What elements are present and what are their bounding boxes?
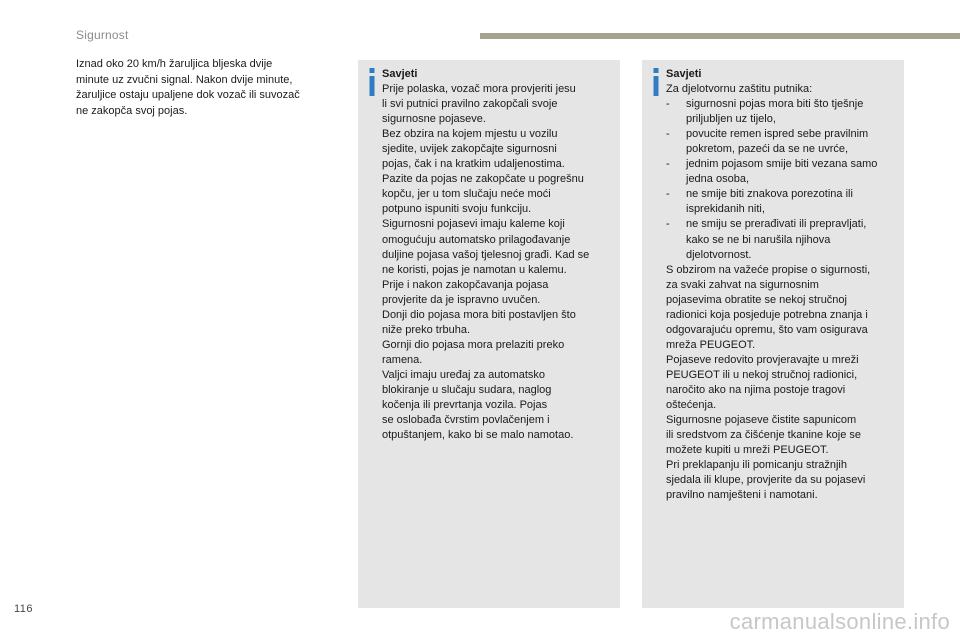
tips-line: Pojaseve redovito provjeravajte u mreži <box>666 353 859 366</box>
tips-line: se oslobađa čvrstim povlačenjem i <box>382 414 550 427</box>
info-icon <box>367 68 377 96</box>
tips-box-seatbelt-care <box>642 60 904 608</box>
tips-line: duljine pojasa vašoj tjelesnoj građi. Kad se <box>382 248 590 261</box>
tips-line: možete kupiti u mreži PEUGEOT. <box>666 444 829 457</box>
list-item <box>666 97 898 127</box>
tips-line: kočenja ili prevrtanja vozila. Pojas <box>382 399 548 412</box>
list-item-line: jedna osoba, <box>686 173 749 186</box>
tips-line: oštećenja. <box>666 399 717 412</box>
tips-line: Sigurnosne pojaseve čistite sapunicom <box>666 414 857 427</box>
watermark: carmanualsonline.info <box>729 609 950 634</box>
tips-intro: Za djelotvornu zaštitu putnika: <box>666 83 813 96</box>
list-item <box>666 217 898 262</box>
tips-title: Savjeti <box>666 68 702 80</box>
section-title: Sigurnost <box>76 28 129 42</box>
tips-line: odgovarajuću opremu, što vam osigurava <box>666 323 868 336</box>
tips-line: pojasevima obratite se nekoj stručnoj <box>666 293 847 306</box>
tips-line: omogućuju automatsko prilagođavanje <box>382 233 571 246</box>
tips-line: potpuno ispuniti svoju funkciju. <box>382 203 532 216</box>
tips-box-seatbelt-usage <box>358 60 620 608</box>
info-icon <box>651 68 661 96</box>
tips-line: Prije polaska, vozač mora provjeriti jesu <box>382 83 576 96</box>
tips-line: ramena. <box>382 353 423 366</box>
tips-line: otpuštanjem, kako bi se malo namotao. <box>382 429 574 442</box>
tips-line: Pri preklapanju ili pomicanju stražnjih <box>666 459 847 472</box>
tips-line: Valjci imaju uređaj za automatsko <box>382 368 546 381</box>
header-rule <box>480 33 960 39</box>
list-item <box>666 157 898 187</box>
tips-line: li svi putnici pravilno zakopčali svoje <box>382 98 558 111</box>
tips-line: ne koristi, pojas je namotan u kalemu. <box>382 263 567 276</box>
intro-line: ne zakopča svoj pojas. <box>76 104 188 117</box>
list-dash: - <box>666 188 670 201</box>
tips-line: Bez obzira na kojem mjestu u vozilu <box>382 128 558 141</box>
list-item-line: djelotvornost. <box>686 248 752 261</box>
list-item <box>666 127 898 157</box>
tips-line: Gornji dio pojasa mora prelaziti preko <box>382 338 565 351</box>
tips-line: Sigurnosni pojasevi imaju kaleme koji <box>382 218 565 231</box>
tips-line: kopču, jer u tom slučaju neće moći <box>382 188 551 201</box>
list-item-line: pokretom, pazeći da se ne uvrće, <box>686 143 849 156</box>
list-item-line: ne smije biti znakova porezotina ili <box>686 188 853 201</box>
tips-line: pravilno namješteni i namotani. <box>666 489 818 502</box>
tips-line: blokiranje u slučaju sudara, naglog <box>382 383 552 396</box>
list-item-line: ne smiju se prerađivati ili prepravljati, <box>686 218 867 231</box>
tips-box-content <box>382 67 614 443</box>
tips-list <box>666 97 898 263</box>
tips-line: za svaki zahvat na sigurnosnim <box>666 278 819 291</box>
list-item-line: priljubljen uz tijelo, <box>686 113 776 126</box>
tips-title: Savjeti <box>382 68 418 80</box>
list-item-line: isprekidanih niti, <box>686 203 765 216</box>
tips-box-content <box>666 67 898 503</box>
tips-line: sigurnosne pojaseve. <box>382 113 486 126</box>
list-item <box>666 187 898 217</box>
list-item-line: jednim pojasom smije biti vezana samo <box>686 158 878 171</box>
list-dash: - <box>666 158 670 171</box>
tips-line: pojas, čak i na kratkim udaljenostima. <box>382 158 565 171</box>
page-number: 116 <box>14 603 34 615</box>
list-dash: - <box>666 98 670 111</box>
tips-line: PEUGEOT ili u nekoj stručnoj radionici, <box>666 368 858 381</box>
tips-line: S obzirom na važeće propise o sigurnosti, <box>666 263 871 276</box>
list-dash: - <box>666 218 670 231</box>
intro-paragraph <box>76 57 346 119</box>
intro-line: Iznad oko 20 km/h žaruljica bljeska dvije <box>76 58 273 70</box>
intro-line: žaruljice ostaju upaljene dok vozač ili suvozač <box>76 89 300 102</box>
tips-line: ili sredstvom za čišćenje tkanine koje se <box>666 429 862 442</box>
tips-line: Pazite da pojas ne zakopčate u pogrešnu <box>382 173 584 186</box>
tips-line: niže preko trbuha. <box>382 323 471 336</box>
list-item-line: povucite remen ispred sebe pravilnim <box>686 128 869 141</box>
tips-line: mreža PEUGEOT. <box>666 338 756 351</box>
list-dash: - <box>666 128 670 141</box>
tips-line: sjedala ili klupe, provjerite da su pojasevi <box>666 474 866 487</box>
tips-line: provjerite da je ispravno uvučen. <box>382 293 541 306</box>
intro-line: minute uz zvučni signal. Nakon dvije minute, <box>76 73 293 86</box>
tips-line: sjedite, uvijek zakopčajte sigurnosni <box>382 143 557 156</box>
list-item-line: kako se ne bi narušila njihova <box>686 233 831 246</box>
list-item-line: sigurnosni pojas mora biti što tješnje <box>686 98 864 111</box>
tips-line: Donji dio pojasa mora biti postavljen što <box>382 308 576 321</box>
tips-line: radionici koja posjeduje potrebna znanja i <box>666 308 868 321</box>
tips-line: Prije i nakon zakopčavanja pojasa <box>382 278 549 291</box>
tips-line: naročito ako na njima postoje tragovi <box>666 383 846 396</box>
